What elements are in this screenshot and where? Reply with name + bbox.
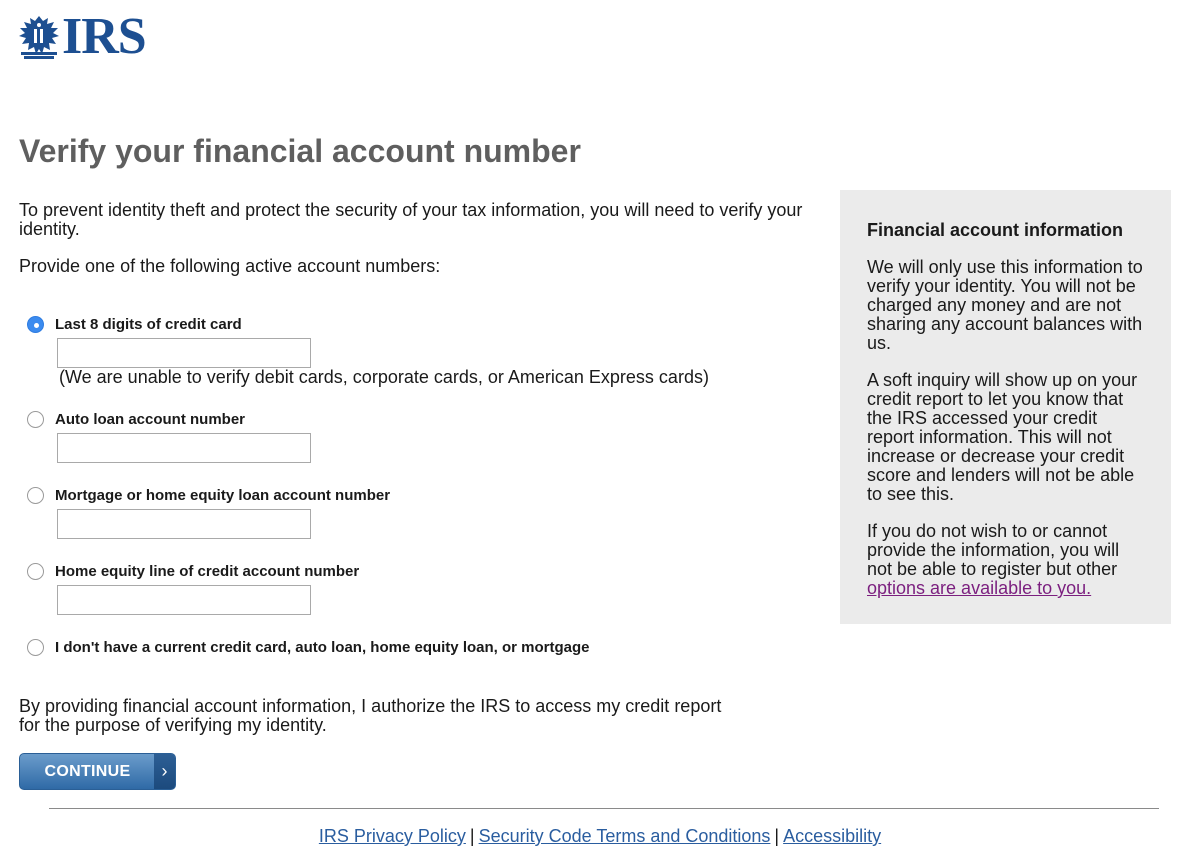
intro-text: To prevent identity theft and protect the security of your tax information, you will need to verify your identity. bbox=[19, 200, 803, 239]
page-title: Verify your financial account number bbox=[19, 133, 581, 169]
radio-credit-card[interactable] bbox=[27, 316, 44, 333]
info-paragraph-3 bbox=[867, 522, 1144, 598]
info-panel-title: Financial account information bbox=[867, 220, 1124, 240]
option-label[interactable]: Home equity line of credit account number bbox=[55, 563, 360, 580]
heloc-input[interactable] bbox=[57, 585, 311, 615]
logo-text: IRS bbox=[62, 8, 146, 65]
mortgage-input[interactable] bbox=[57, 509, 311, 539]
info-paragraph-2: A soft inquiry will show up on your credit report to let you know that the IRS accessed your credit report information. This will not increase or decrease your credit score and lenders will not be able to see this. bbox=[867, 370, 1138, 504]
info-paragraph-1: We will only use this information to verify your identity. You will not be charged any money and are not sharing any account balances with us. bbox=[867, 257, 1143, 353]
radio-none[interactable] bbox=[27, 639, 44, 656]
radio-heloc[interactable] bbox=[27, 563, 44, 580]
option-label[interactable]: I don't have a current credit card, auto loan, home equity loan, or mortgage bbox=[55, 639, 590, 656]
privacy-policy-link[interactable]: IRS Privacy Policy bbox=[318, 826, 466, 846]
financial-info-panel bbox=[840, 190, 1171, 624]
authorization-text: By providing financial account information, I authorize the IRS to access my credit report for the purpose of verifying my identity. bbox=[19, 696, 722, 735]
option-label[interactable]: Mortgage or home equity loan account number bbox=[55, 487, 391, 504]
footer-links bbox=[0, 825, 1200, 847]
eagle-icon bbox=[14, 12, 64, 62]
accessibility-link[interactable]: Accessibility bbox=[783, 826, 882, 846]
security-code-terms-link[interactable]: Security Code Terms and Conditions bbox=[478, 826, 771, 846]
option-label[interactable]: Auto loan account number bbox=[55, 411, 246, 428]
irs-logo bbox=[14, 8, 146, 65]
info-paragraph-3-text: If you do not wish to or cannot provide the information, you will not be able to register but other bbox=[867, 521, 1120, 579]
chevron-right-icon: › bbox=[154, 754, 175, 789]
other-options-link[interactable]: options are available to you. bbox=[867, 578, 1092, 598]
footer-divider bbox=[49, 808, 1159, 809]
radio-auto-loan[interactable] bbox=[27, 411, 44, 428]
auto-loan-input[interactable] bbox=[57, 433, 311, 463]
radio-mortgage[interactable] bbox=[27, 487, 44, 504]
footer-separator: | bbox=[469, 826, 475, 846]
continue-label: CONTINUE bbox=[44, 763, 131, 780]
credit-card-input[interactable] bbox=[57, 338, 311, 368]
provide-instruction: Provide one of the following active account numbers: bbox=[19, 256, 441, 276]
continue-button[interactable] bbox=[19, 753, 176, 790]
credit-card-note: (We are unable to verify debit cards, corporate cards, or American Express cards) bbox=[59, 367, 709, 387]
option-label[interactable]: Last 8 digits of credit card bbox=[55, 316, 242, 333]
footer-separator: | bbox=[774, 826, 780, 846]
